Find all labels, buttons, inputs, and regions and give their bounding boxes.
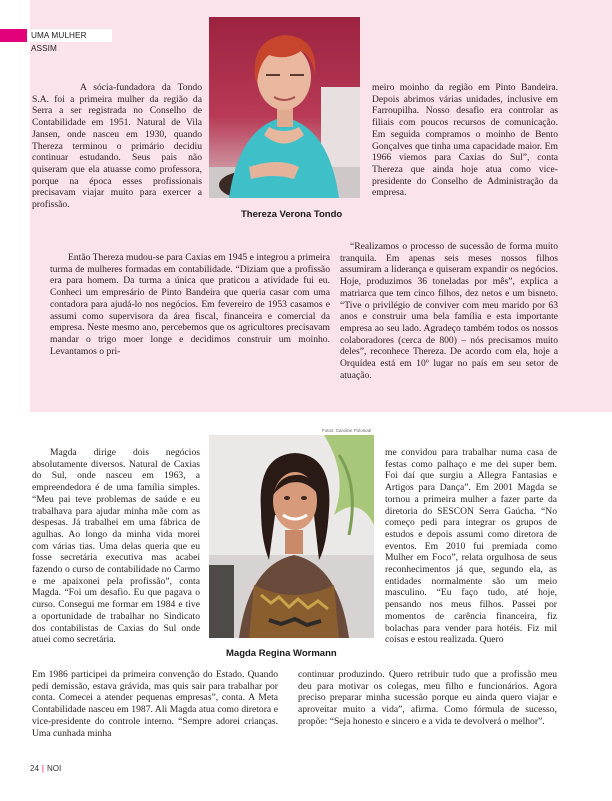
thereza-text-left-2: Então Thereza mudou-se para Caxias em 1945 e integrou a primeira turma de mulheres formadas em contabilidade. “Diziam que a profissão era para homem. Da turma a única que praticou a atividade fui eu. Conheci um empresário de Pinto Bandeira que queria casar com uma contadora para ajudá-lo nos negócios. Em fevereiro de 1953 casamos e assumi como supervisora da área fiscal, financeira e comercial da empresa. Neste mesmo ano, percebemos que os agricultores precisavam mandar o trigo moer longe e decidimos construir um moinho. Levantamos o pri-: [50, 252, 330, 357]
thereza-caption: Thereza Verona Tondo: [241, 209, 343, 220]
section-tab: [0, 29, 112, 53]
thereza-text-left-1: A sócia-fundadora da Tondo S.A. foi a primeira mulher da região da Serra a ser registrada no Conselho de Contabilidade em 1951. Natural de Vila Jansen, onde nasceu em 1930, quando Thereza terminou o primário decidiu continuar estudando. Seus pais não quiseram que ela atuasse como professora, porque na época esses profissionais precisavam viajar muito para exercer a profissão.: [32, 82, 202, 211]
section-tab-marker: [0, 29, 27, 42]
magazine-name: NOI: [46, 764, 62, 773]
magda-text-right: me convidou para trabalhar numa casa de festas como palhaço e me dei super bem. Foi daí que surgiu a Allegra Fantasias e Artigos para Dança”. Em 2001 Magda se tornou a primeira mulher a fazer parte da diretoria do SESCON Serra Gaúcha. “No começo pedi para integrar os grupos de estudos e depois assumi como diretora de eventos. Em 2010 fui premiada como Mulher em Foco”, relata orgulhosa de seus reconhecimentos já que, segundo ela, as entidades normalmente são um meio masculino. “Eu faço tudo, até hoje, pensando nos meus filhos. Passei por momentos de carência financeira, fiz bolachas para vender para hotéis. Fiz mil coisas e estou realizada. Quero: [385, 447, 557, 646]
magda-photo: [209, 435, 374, 638]
section-tab-label: UMA MULHER ASSIM: [31, 31, 87, 53]
thereza-text-right-1: meiro moinho da região em Pinto Bandeira. Depois abrimos várias unidades, inclusive em Farroupilha. Nosso desafio era controlar as filiais com poucos recursos de comunicação. Em seguida compramos o moinho de Bento Gonçalves que tinha uma capacidade maior. Em 1966 viemos para Caxias do Sul”, conta Thereza que ainda hoje atua como vice-presidente do Conselho de Administração da empresa.: [372, 82, 558, 199]
thereza-photo: [209, 17, 360, 198]
page-footer: [30, 764, 61, 773]
thereza-text-right-2: “Realizamos o processo de sucessão de forma muito tranquila. Em apenas seis meses nossos filhos assumiram a liderança e quiseram expandir os negócios. Hoje, produzimos 36 toneladas por mês”, explica a matriarca que tem cinco filhos, dez netos e um bisneto. “Tive o privilégio de conviver com meu marido por 63 anos e construir uma bela família e esta importante empresa ao seu lado. Agradeço também todos os nossos colaboradores (cerca de 800) – nós precisamos muito deles”, reconhece Thereza. De acordo com ela, hoje a Orquídea está em 10º lugar no país em seu setor de atuação.: [340, 241, 558, 381]
magda-text-left: Magda dirige dois negócios absolutamente diversos. Natural de Caxias do Sul, onde nasceu em 1963, a empreendedora é de uma família simples. “Meu pai teve problemas de saúde e eu trabalhava para ajudar minha mãe com as despesas. Já trabalhei em uma fábrica de agulhas. Ao longo da minha vida morei com várias tias. Uma delas queria que eu fosse secretária executiva mas acabei fazendo o curso de contabilidade no Carmo e me apaixonei pela profissão”, conta Magda. “Foi um desafio. Eu que pagava o curso. Consegui me formar em 1984 e tive a oportunidade de trabalhar no Sindicato dos contabilistas de Caxias do Sul onde atuei como secretária.: [32, 447, 200, 646]
page-number: 24: [30, 764, 39, 773]
magda-caption: Magda Regina Wormann: [226, 648, 337, 659]
magda-text-right-wide: continuar produzindo. Quero retribuir tudo que a profissão meu deu para motivar os colegas, meu filho e funcionários. Agora preciso preparar minha sucessão porque eu ainda quero viajar e aproveitar muito a vida”, afirma. Como fórmula de sucesso, propõe: “Seja honesto e sincero e a vida te devolverá o melhor”.: [298, 669, 557, 727]
magda-text-left-wide: Em 1986 participei da primeira convenção do Estado. Quando pedi demissão, estava grávida, mas quis sair para trabalhar por conta. Comecei a atender pequenas empresas”, conta. A Meta Contabilidade nasceu em 1987. Ali Magda atua como diretora e vice-presidente do controle interno. “Sempre adorei crianças. Uma cunhada minha: [32, 669, 278, 739]
photo-credit: Fotos: Caroline Poloniati: [322, 428, 372, 433]
footer-separator: |: [41, 764, 44, 773]
